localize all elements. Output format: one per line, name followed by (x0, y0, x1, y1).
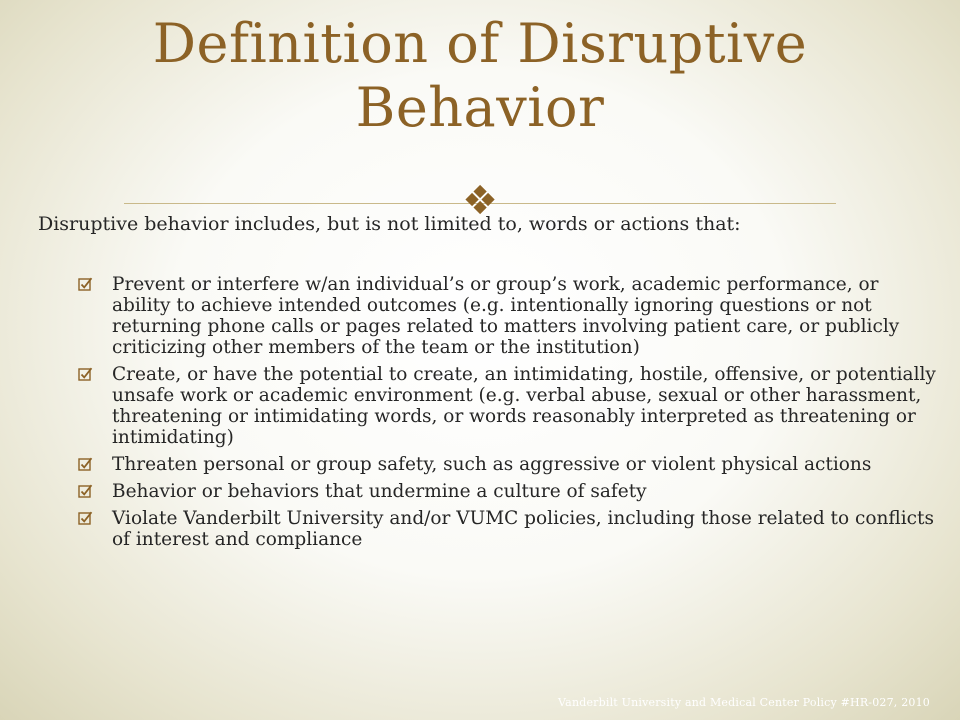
checkbox-checked-icon (78, 277, 93, 292)
list-item (78, 454, 936, 475)
clover-ornament-icon: ❖ (462, 178, 498, 224)
checkbox-checked-icon (78, 484, 93, 499)
checkbox-checked-icon (78, 511, 93, 526)
list-item (78, 508, 936, 550)
slide-title: Definition of Disruptive Behavior (152, 12, 808, 139)
list-item (78, 274, 936, 358)
list-item (78, 364, 936, 448)
checkbox-checked-icon (78, 367, 93, 382)
bullet-text: Behavior or behaviors that undermine a culture of safety (112, 481, 647, 502)
footer-citation: Vanderbilt University and Medical Center Policy #HR-027, 2010 (558, 696, 930, 709)
bullet-list (78, 274, 936, 556)
bullet-text: Prevent or interfere w/an individual’s or group’s work, academic performance, or ability to achieve intended outcomes (e.g. intentionally ignoring questions or not returning phone calls or pages related to matters involving patient care, or publicly criticizing other members of the team or the institution) (112, 274, 900, 358)
bullet-text: Create, or have the potential to create, an intimidating, hostile, offensive, or potentially unsafe work or academic environment (e.g. verbal abuse, sexual or other harassment, threatening or intimidating words, or words reasonably interpreted as threatening or intimidating) (112, 364, 936, 448)
intro-text: Disruptive behavior includes, but is not limited to, words or actions that: (38, 213, 741, 235)
bullet-text: Threaten personal or group safety, such as aggressive or violent physical actions (112, 454, 872, 475)
bullet-text: Violate Vanderbilt University and/or VUMC policies, including those related to conflicts of interest and compliance (112, 508, 934, 550)
checkbox-checked-icon (78, 457, 93, 472)
list-item (78, 481, 936, 502)
